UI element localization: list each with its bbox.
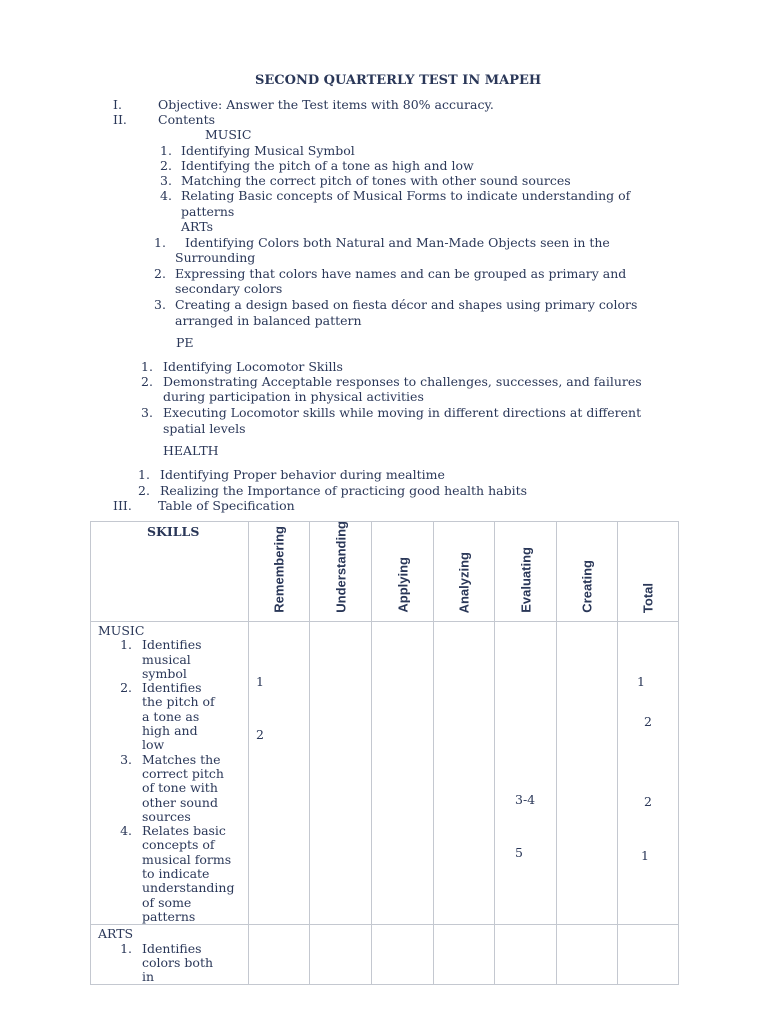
column-header-creating: Creating (579, 560, 595, 613)
table-heading: Table of Specification (158, 498, 295, 513)
total-cell (618, 622, 679, 925)
music-heading: MUSIC (205, 127, 252, 142)
cell-value: 2 (644, 714, 652, 729)
section-number: I. (113, 97, 122, 112)
list-item-number: 1. (160, 143, 172, 158)
list-item-continuation: patterns (181, 204, 235, 219)
cell-value: 1 (256, 674, 264, 689)
cell-value: 5 (515, 845, 523, 860)
evaluating-cell (495, 622, 557, 925)
list-item: Matching the correct pitch of tones with other sound sources (181, 173, 571, 188)
cell-value: 3-4 (515, 792, 536, 807)
total-cell (618, 925, 679, 985)
section-number: III. (113, 498, 132, 513)
list-item-continuation: during participation in physical activities (163, 389, 424, 404)
list-item-continuation: spatial levels (163, 421, 246, 436)
list-item-number: 2. (160, 158, 172, 173)
column-header (249, 522, 310, 622)
remembering-cell (249, 925, 310, 985)
page-title: SECOND QUARTERLY TEST IN MAPEH (255, 73, 542, 88)
column-header-applying: Applying (395, 557, 410, 613)
list-item-continuation: arranged in balanced pattern (175, 313, 362, 328)
cell-value: 2 (256, 727, 264, 742)
skills-column-header: SKILLS (91, 522, 249, 622)
list-item-continuation: Surrounding (175, 250, 256, 265)
arts-skills-cell (91, 925, 249, 985)
column-header-evaluating: Evaluating (518, 547, 533, 613)
column-header (434, 522, 495, 622)
analyzing-cell (434, 622, 495, 925)
list-item: Executing Locomotor skills while moving in different directions at different (163, 405, 642, 420)
list-item-number: 1. (154, 235, 166, 250)
column-header-analyzing: Analyzing (456, 551, 472, 613)
applying-cell (372, 622, 434, 925)
arts-heading: ARTs (181, 219, 214, 234)
list-item-number: 3. (154, 297, 166, 312)
arts-row-label: ARTS (98, 926, 134, 942)
cell-value: 1 (641, 848, 649, 863)
column-header (495, 522, 557, 622)
arts-skill-item: 1. Identifies colors both in (136, 942, 222, 985)
list-item-number: 1. (141, 359, 153, 374)
cell-value: 1 (637, 674, 645, 689)
evaluating-cell (495, 925, 557, 985)
understanding-cell (310, 622, 372, 925)
music-skill-item: 4. Relates basic concepts of musical forms to indicate understanding of some patterns (136, 824, 234, 924)
contents-heading: Contents (158, 112, 216, 127)
cell-value: 2 (644, 794, 652, 809)
table-row (91, 925, 679, 985)
column-header (310, 522, 372, 622)
column-header-understanding: Understanding (333, 521, 348, 613)
list-item-number: 3. (141, 405, 153, 420)
column-header (618, 522, 679, 622)
list-item: Identifying the pitch of a tone as high and low (181, 158, 474, 173)
list-item: Realizing the Importance of practicing good health habits (160, 483, 528, 498)
table-row (91, 622, 679, 925)
column-header (372, 522, 434, 622)
list-item: Expressing that colors have names and can be grouped as primary and (175, 266, 627, 281)
column-header (557, 522, 618, 622)
music-skill-item: 3. Matches the correct pitch of tone with other sound sources (136, 753, 234, 824)
understanding-cell (310, 925, 372, 985)
list-item: Identifying Locomotor Skills (163, 359, 343, 374)
list-item: Identifying Colors both Natural and Man-Made Objects seen in the (185, 235, 610, 250)
objective-text: Objective: Answer the Test items with 80% accuracy. (158, 97, 494, 112)
applying-cell (372, 925, 434, 985)
column-header-remembering: Remembering (271, 526, 287, 613)
list-item: Creating a design based on fiesta décor and shapes using primary colors (175, 297, 638, 312)
list-item: Identifying Musical Symbol (181, 143, 355, 158)
list-item-number: 3. (160, 173, 172, 188)
creating-cell (557, 622, 618, 925)
list-item-number: 2. (141, 374, 153, 389)
section-number: II. (113, 112, 127, 127)
list-item: Relating Basic concepts of Musical Forms to indicate understanding of (181, 188, 631, 203)
list-item: Identifying Proper behavior during mealtime (160, 467, 445, 482)
creating-cell (557, 925, 618, 985)
table-of-specification (90, 521, 679, 985)
list-item: Demonstrating Acceptable responses to challenges, successes, and failures (163, 374, 642, 389)
music-skill-item: 2. Identifies the pitch of a tone as high and low (136, 681, 222, 752)
analyzing-cell (434, 925, 495, 985)
health-heading: HEALTH (163, 443, 219, 458)
pe-heading: PE (176, 335, 194, 350)
list-item-number: 2. (154, 266, 166, 281)
remembering-cell (249, 622, 310, 925)
list-item-number: 2. (138, 483, 150, 498)
music-skills-cell (91, 622, 249, 925)
column-header-total: Total (640, 582, 656, 613)
list-item-number: 4. (160, 188, 172, 203)
list-item-number: 1. (138, 467, 150, 482)
table-header-row (91, 522, 679, 622)
music-row-label: MUSIC (98, 623, 145, 638)
music-skill-item: 1. Identifies musical symbol (136, 638, 222, 681)
list-item-continuation: secondary colors (175, 281, 283, 296)
